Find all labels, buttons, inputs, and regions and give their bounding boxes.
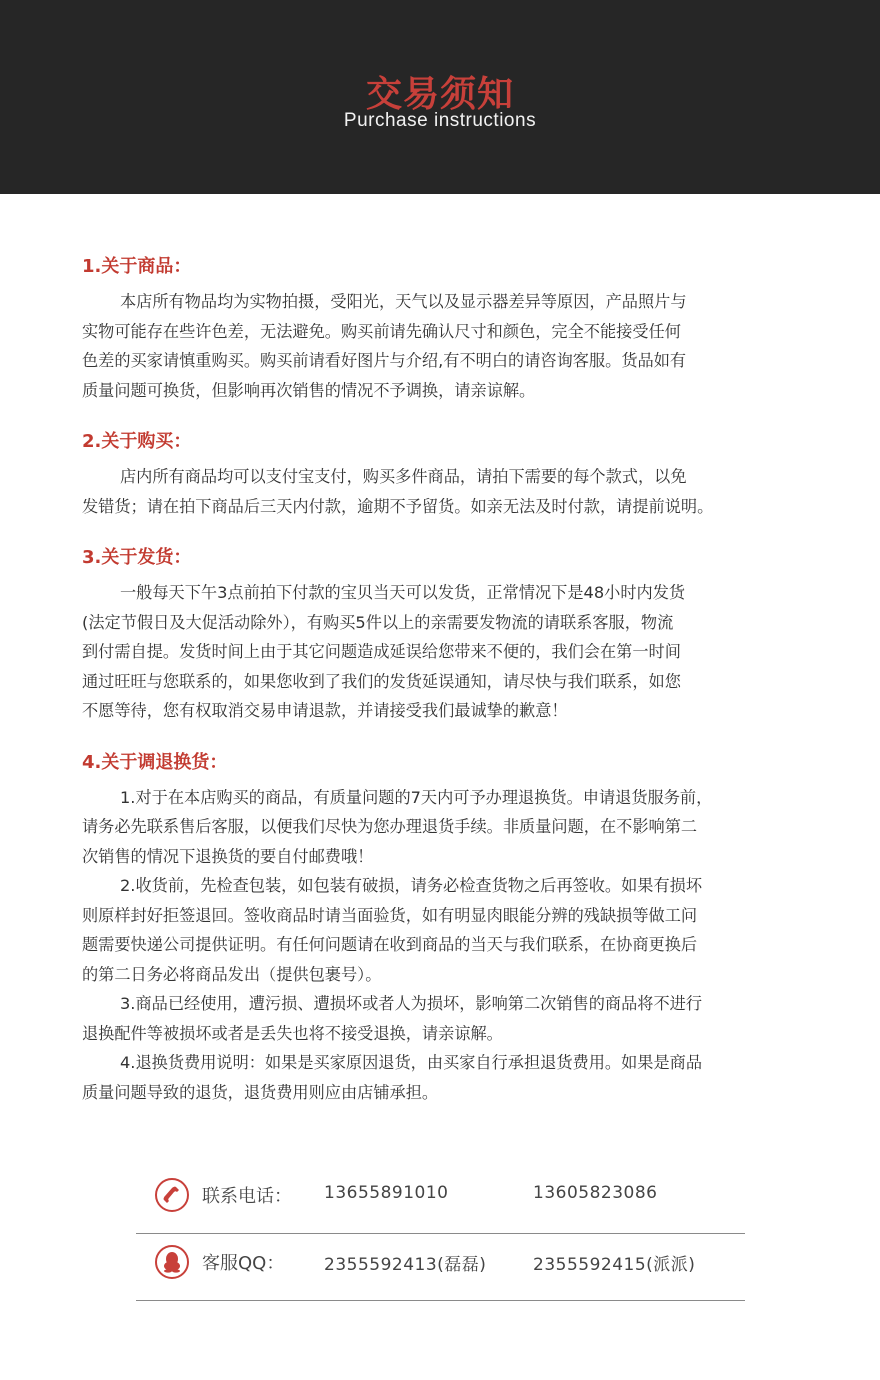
body-text-line: 实物可能存在些许色差，无法避免。购买前请先确认尺寸和颜色，完全不能接受任何 bbox=[82, 321, 681, 341]
section-3 bbox=[82, 543, 842, 726]
qq-penguin-icon bbox=[155, 1245, 189, 1279]
body-text-line: 3.商品已经使用，遭污损、遭损坏或者人为损坏，影响第二次销售的商品将不进行 bbox=[120, 994, 703, 1013]
section-title: 1.关于商品： bbox=[82, 256, 192, 277]
body-text-line: 1.对于在本店购买的商品，有质量问题的7天内可予办理退换货。申请退货服务前， bbox=[120, 787, 713, 807]
section-4 bbox=[82, 748, 842, 1108]
qq-number-1: 2355592413(磊磊) bbox=[324, 1255, 487, 1275]
body-text-line: 不愿等待，您有权取消交易申请退款，并请接受我们最诚挚的歉意！ bbox=[82, 701, 568, 720]
qq-number-2: 2355592415(派派) bbox=[533, 1255, 696, 1275]
body-text-line: 次销售的情况下退换货的要自付邮费哦！ bbox=[82, 846, 374, 866]
body-text-line: 质量问题可换货，但影响再次销售的情况不予调换，请亲谅解。 bbox=[82, 380, 536, 400]
contact-phone-row bbox=[136, 1167, 745, 1234]
body-text-line: 的第二日务必将商品发出（提供包裹号）。 bbox=[82, 964, 382, 984]
body-text-line: 退换配件等被损坏或者是丢失也将不接受退换，请亲谅解。 bbox=[82, 1023, 503, 1043]
body-text-line: (法定节假日及大促活动除外），有购买5件以上的亲需要发物流的请联系客服，物流 bbox=[82, 612, 674, 632]
body-text-line: 题需要快递公司提供证明。有任何问题请在收到商品的当天与我们联系，在协商更换后 bbox=[82, 935, 698, 954]
body-text-line: 2.收货前，先检查包装，如包装有破损，请务必检查货物之后再签收。如果有损坏 bbox=[120, 876, 703, 895]
body-text-line: 则原样封好拒签退回。签收商品时请当面验货，如有明显肉眼能分辨的残缺损等做工问 bbox=[82, 905, 698, 925]
qq-label: 客服QQ： bbox=[202, 1253, 285, 1274]
section-title: 2.关于购买： bbox=[82, 431, 192, 452]
body-text-line: 店内所有商品均可以支付宝支付，购买多件商品，请拍下需要的每个款式，以免 bbox=[120, 467, 687, 486]
page-title: 交易须知 bbox=[365, 74, 514, 115]
body-text-line: 通过旺旺与您联系的，如果您收到了我们的发货延误通知，请尽快与我们联系，如您 bbox=[82, 671, 681, 691]
header-banner bbox=[0, 0, 880, 194]
body-text-line: 到付需自提。发货时间上由于其它问题造成延误给您带来不便的，我们会在第一时间 bbox=[82, 642, 681, 661]
section-title: 3.关于发货： bbox=[82, 547, 192, 568]
body-text-line: 请务必先联系售后客服，以便我们尽快为您办理退货手续。非质量问题，在不影响第二 bbox=[82, 817, 698, 836]
body-text-line: 4.退换货费用说明：如果是买家原因退货，由买家自行承担退货费用。如果是商品 bbox=[120, 1053, 703, 1072]
phone-icon bbox=[155, 1178, 189, 1212]
phone-number-2: 13605823086 bbox=[533, 1183, 658, 1203]
page-subtitle: Purchase instructions bbox=[343, 110, 537, 131]
contact-qq-row bbox=[136, 1234, 745, 1301]
instructions-content bbox=[82, 252, 842, 1129]
body-text-line: 本店所有物品均为实物拍摄，受阳光，天气以及显示器差异等原因，产品照片与 bbox=[120, 292, 687, 311]
phone-number-1: 13655891010 bbox=[324, 1183, 449, 1203]
body-text-line: 色差的买家请慎重购买。购买前请看好图片与介绍,有不明白的请咨询客服。货品如有 bbox=[82, 351, 687, 370]
body-text-line: 一般每天下午3点前拍下付款的宝贝当天可以发货，正常情况下是48小时内发货 bbox=[120, 583, 686, 602]
section-title: 4.关于调退换货： bbox=[82, 751, 228, 773]
body-text-line: 质量问题导致的退货，退货费用则应由店铺承担。 bbox=[82, 1082, 439, 1102]
phone-label: 联系电话： bbox=[202, 1186, 292, 1207]
body-text-line: 发错货；请在拍下商品后三天内付款，逾期不予留货。如亲无法及时付款，请提前说明。 bbox=[82, 496, 714, 516]
section-1 bbox=[82, 252, 842, 405]
section-2 bbox=[82, 427, 842, 521]
